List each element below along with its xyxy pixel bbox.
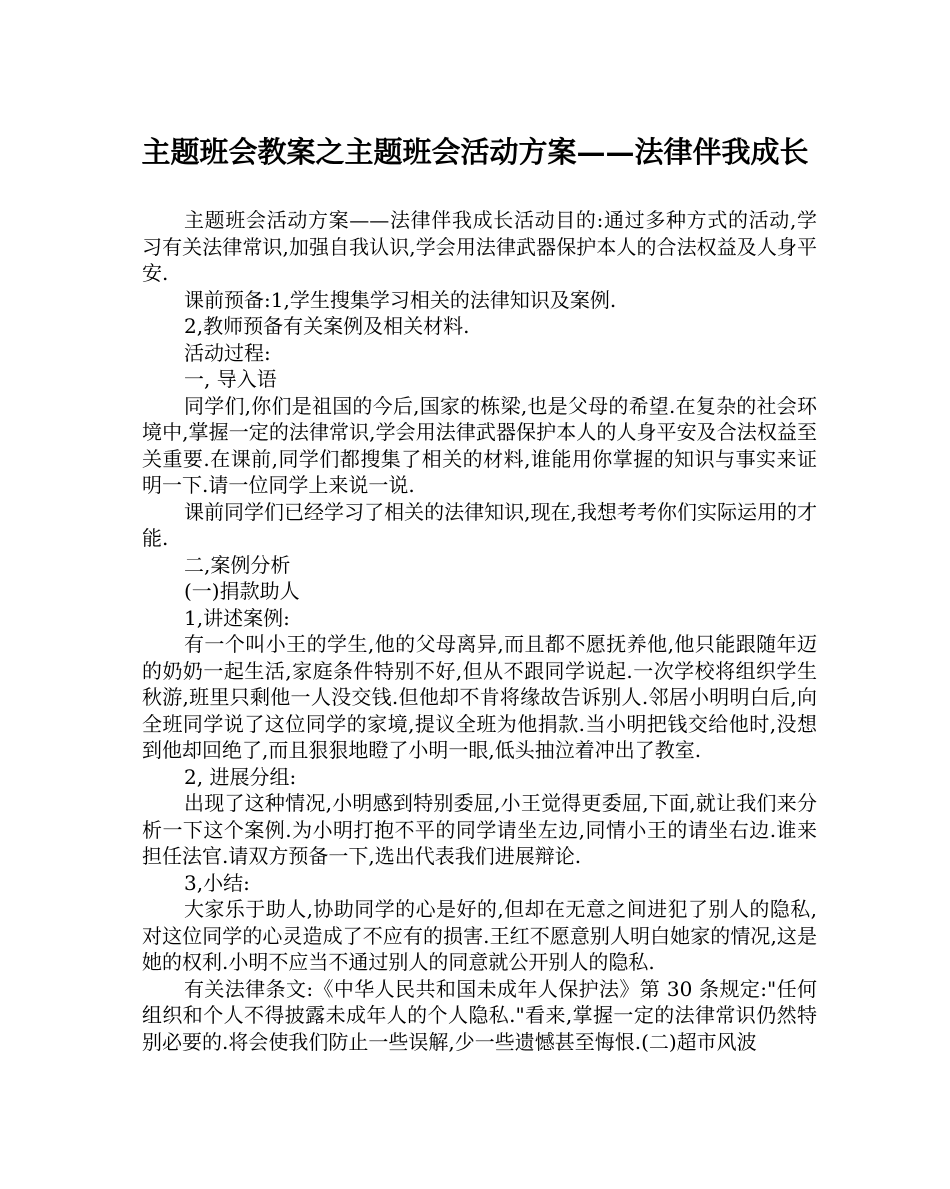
document-body [142,207,817,1055]
paragraph: 有一个叫小王的学生,他的父母离异,而且都不愿抚养他,他只能跟随年迈的奶奶一起生活,家庭条件特别不好,但从不跟同学说起.一次学校将组织学生秋游,班里只剩他一人没交钱.但他却不肯将缘故告诉别人.邻居小明明白后,向全班同学说了这位同学的家境,提议全班为他捐款.当小明把钱交给他时,没想到他却回绝了,而且狠狠地瞪了小明一眼,低头抽泣着冲出了教室. [142,632,817,762]
paragraph: 3,小结: [184,870,250,895]
paragraph: 大家乐于助人,协助同学的心是好的,但却在无意之间进犯了别人的隐私,对这位同学的心灵造成了不应有的损害.王红不愿意别人明白她家的情况,这是她的权利.小明不应当不通过别人的同意就公开别人的隐私. [142,897,817,974]
paragraph: 1,讲述案例: [184,605,290,630]
paragraph: 二,案例分析 [184,552,291,577]
paragraph: 有关法律条文:《中华人民共和国未成年人保护法》第 30 条规定:"任何组织和个人不得披露未成年人的个人隐私."看来,掌握一定的法律常识仍然特别必要的.将会使我们防止一些误解,少一些遗憾甚至悔恨.(二)超市风波 [142,976,817,1054]
paragraph: 主题班会活动方案——法律伴我成长活动目的:通过多种方式的活动,学习有关法律常识,加强自我认识,学会用法律武器保护本人的合法权益及人身平安. [142,208,817,285]
paragraph: 出现了这种情况,小明感到特别委屈,小王觉得更委屈,下面,就让我们来分析一下这个案例.为小明打抱不平的同学请坐左边,同情小王的请坐右边.谁来担任法官.请双方预备一下,选出代表我们进展辩论. [142,791,817,868]
paragraph: 活动过程: [184,340,271,365]
paragraph: 一, 导入语 [184,367,277,391]
paragraph: 同学们,你们是祖国的今后,国家的栋梁,也是父母的希望.在复杂的社会环境中,掌握一定的法律常识,学会用法律武器保护本人的人身平安及合法权益至关重要.在课前,同学们都搜集了相关的材料,谁能用你掌握的知识与事实来证明一下.请一位同学上来说一说. [142,393,817,497]
document-title: 主题班会教案之主题班会活动方案——法律伴我成长 [141,135,809,169]
paragraph: (一)捐款助人 [184,579,300,603]
paragraph: 2,教师预备有关案例及相关材料. [184,314,470,338]
paragraph: 课前同学们已经学习了相关的法律知识,现在,我想考考你们实际运用的才能. [142,499,817,550]
paragraph: 2, 进展分组: [184,764,297,789]
paragraph: 课前预备:1,学生搜集学习相关的法律知识及案例. [184,287,617,312]
